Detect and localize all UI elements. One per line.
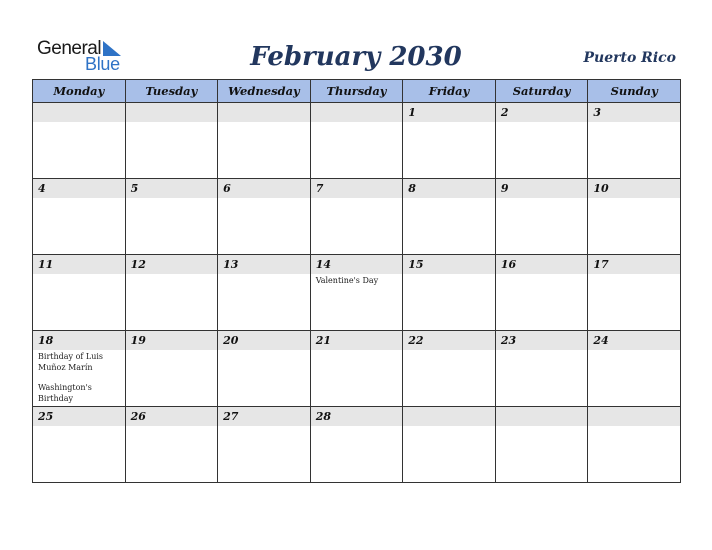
day-number [311, 103, 403, 122]
day-cell [403, 331, 496, 407]
empty-day-cell [588, 407, 681, 483]
day-cell [495, 179, 588, 255]
brand-blue-text: Blue [85, 54, 120, 74]
day-number: 24 [588, 331, 680, 350]
day-number: 3 [588, 103, 680, 122]
day-number: 12 [126, 255, 218, 274]
day-number: 14 [311, 255, 403, 274]
day-number: 15 [403, 255, 495, 274]
day-number: 10 [588, 179, 680, 198]
day-number [126, 103, 218, 122]
day-number [33, 103, 125, 122]
day-cell [588, 255, 681, 331]
day-number: 19 [126, 331, 218, 350]
empty-day-cell [403, 407, 496, 483]
day-cell [588, 103, 681, 179]
calendar-table [32, 79, 681, 483]
empty-day-cell [218, 103, 311, 179]
weekday-header: Monday [33, 80, 126, 103]
day-number [496, 407, 588, 426]
day-cell [33, 255, 126, 331]
week-row [33, 103, 681, 179]
week-row [33, 407, 681, 483]
empty-day-cell [310, 103, 403, 179]
day-number: 8 [403, 179, 495, 198]
day-number [403, 407, 495, 426]
day-cell [218, 255, 311, 331]
day-cell [218, 179, 311, 255]
day-cell [495, 255, 588, 331]
empty-day-cell [495, 407, 588, 483]
day-number: 4 [33, 179, 125, 198]
weekday-header: Friday [403, 80, 496, 103]
week-row [33, 179, 681, 255]
calendar-title: February 2030 [250, 42, 462, 72]
day-number: 23 [496, 331, 588, 350]
day-cell [33, 407, 126, 483]
day-cell [33, 179, 126, 255]
day-number: 16 [496, 255, 588, 274]
day-number [588, 407, 680, 426]
empty-day-cell [33, 103, 126, 179]
day-cell [33, 331, 126, 407]
country-label: Puerto Rico [583, 50, 676, 66]
day-number: 2 [496, 103, 588, 122]
day-cell [125, 179, 218, 255]
holiday-label: Valentine's Day [315, 276, 379, 285]
day-cell [125, 407, 218, 483]
day-number: 6 [218, 179, 310, 198]
day-number: 7 [311, 179, 403, 198]
holiday-label: Washington's Birthday [38, 383, 92, 403]
day-number: 18 [33, 331, 125, 350]
weekday-header: Sunday [588, 80, 681, 103]
day-cell [403, 255, 496, 331]
day-cell [218, 407, 311, 483]
day-cell [125, 255, 218, 331]
day-cell [495, 331, 588, 407]
weekday-header: Tuesday [125, 80, 218, 103]
day-number: 13 [218, 255, 310, 274]
day-cell [218, 331, 311, 407]
weekday-header-row [33, 80, 681, 103]
day-number: 28 [311, 407, 403, 426]
weekday-header: Thursday [310, 80, 403, 103]
day-cell [588, 331, 681, 407]
day-cell [403, 103, 496, 179]
day-cell [310, 179, 403, 255]
day-cell [125, 331, 218, 407]
day-cell [403, 179, 496, 255]
empty-day-cell [125, 103, 218, 179]
weekday-header: Saturday [495, 80, 588, 103]
day-number: 17 [588, 255, 680, 274]
day-number: 20 [218, 331, 310, 350]
day-number [218, 103, 310, 122]
day-cell [310, 407, 403, 483]
day-number: 11 [33, 255, 125, 274]
day-cell [588, 179, 681, 255]
day-cell [310, 331, 403, 407]
brand-general-text: General [37, 38, 102, 59]
day-cell [310, 255, 403, 331]
calendar-grid [32, 79, 681, 483]
holiday-label: Birthday of Luis Muñoz Marín [38, 352, 104, 372]
week-row [33, 331, 681, 407]
day-number: 22 [403, 331, 495, 350]
day-number: 5 [126, 179, 218, 198]
day-number: 21 [311, 331, 403, 350]
day-number: 25 [33, 407, 125, 426]
day-number: 9 [496, 179, 588, 198]
day-number: 27 [218, 407, 310, 426]
day-cell [495, 103, 588, 179]
day-number: 26 [126, 407, 218, 426]
day-number: 1 [403, 103, 495, 122]
week-row [33, 255, 681, 331]
weekday-header: Wednesday [218, 80, 311, 103]
